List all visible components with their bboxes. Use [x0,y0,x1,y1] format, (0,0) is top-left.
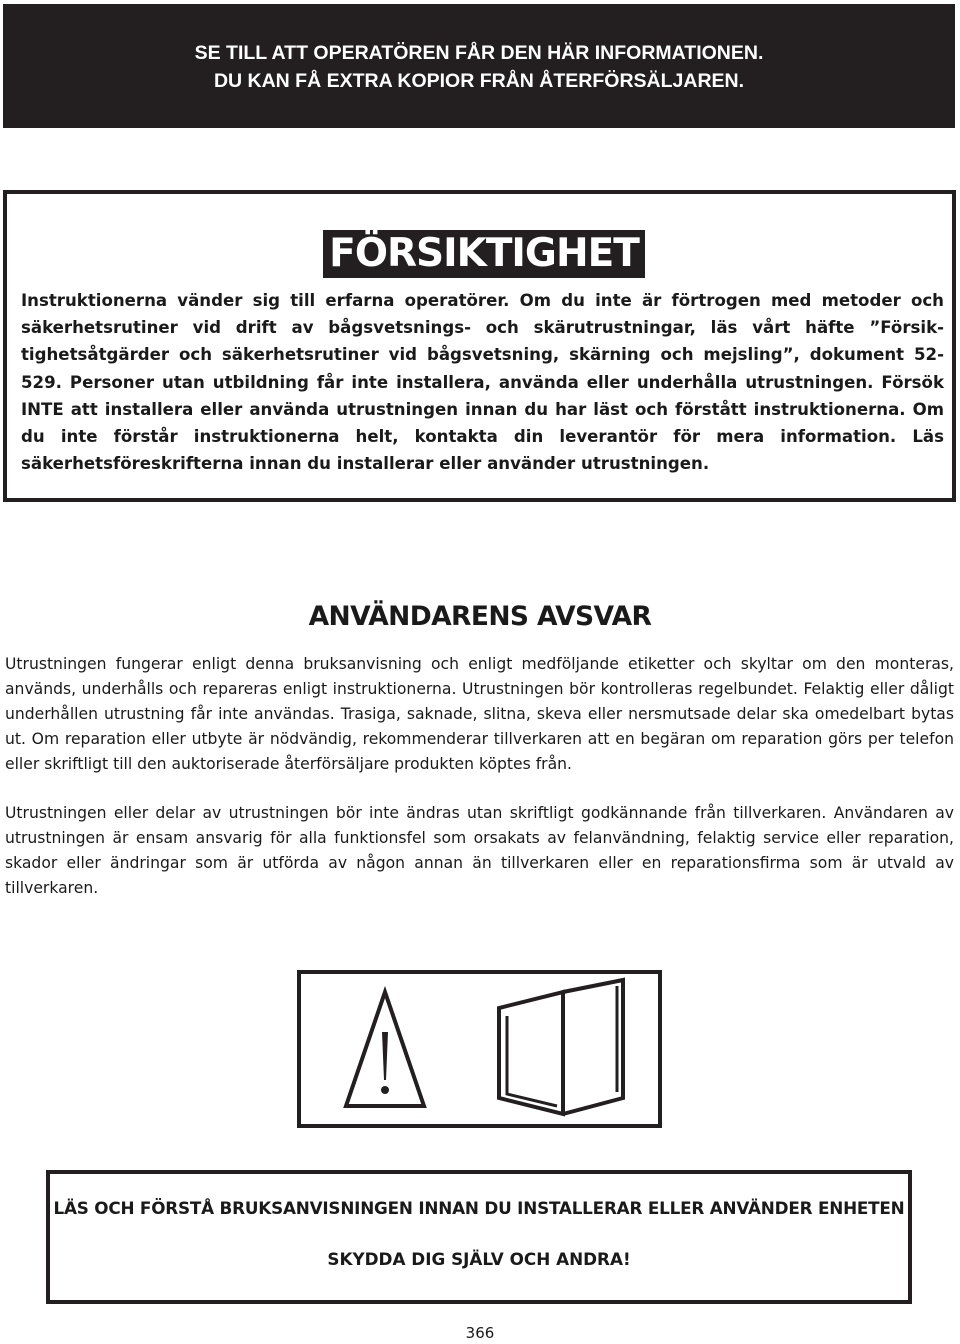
responsibility-paragraph-2: Utrustningen eller delar av utrustningen bör inte ändras utan skriftligt godkännande från tillverkaren. Användaren av utrustningen är ensam ansvarig för alla funktionsfel som orsakats av felanvändning, felaktig service eller reparation, skador eller ändringar som är utförda av någon annan än tillverkaren eller en reparationsfirma som är utvald av tillverkaren. [5,804,954,897]
responsibility-paragraph-1: Utrustningen fungerar enligt denna bruksanvisning och enligt medföljande etiketter och skyltar om den monteras, används, underhålls och repareras enligt instruktionerna. Utrustningen bör kontrolleras regelbundet. Felaktig eller dåligt underhållen utrustning får inte användas. Trasiga, saknade, slitna, skeva eller nersmutsade delar ska omedelbart bytas ut. Om reparation eller utbyte är nödvändig, rekommenderar tillverkaren att en begäran om reparation görs per telefon eller skriftligt till den auktoriserade återförsäljare produkten köptes från. [5,655,954,773]
notice-line-1: LÄS OCH FÖRSTÅ BRUKSANVISNINGEN INNAN DU INSTALLERAR ELLER ANVÄNDER ENHETEN [53,1198,905,1218]
caution-title: FÖRSIKTIGHET [323,230,645,278]
responsibility-title: ANVÄNDARENS AVSVAR [308,601,652,632]
symbol-box [297,970,662,1128]
banner-line-2: DU KAN FÅ EXTRA KOPIOR FRÅN ÅTERFÖRSÄLJAREN. [213,70,745,92]
read-manual-notice [46,1170,912,1304]
top-banner [3,4,955,128]
page-number: 366 [465,1324,495,1342]
warning-triangle-icon [346,992,424,1106]
caution-text: Instruktionerna vänder sig till erfarna operatörer. Om du inte är förtrogen med metoder och säkerhetsrutiner vid drift av bågsvetsnings- och skärutrustningar, läs vårt häfte ”Försiktighetsåtgärder och säkerhetsrutiner vid bågsvetsning, skärning och mejsling”, dokument 52-529. Personer utan utbildning får inte installera, använda eller underhålla utrustningen. Försök INTE att installera eller använda utrustningen innan du har läst och förstått instruktionerna. Om du inte förstår instruktionerna helt, kontakta din leverantör för mera information. Läs säkerhetsföreskrifterna innan du installerar eller använder utrustningen. [21,291,944,474]
caution-box [3,190,956,502]
open-manual-icon [499,980,623,1114]
notice-line-2: SKYDDA DIG SJÄLV OCH ANDRA! [327,1249,631,1269]
symbol-graphic [301,974,658,1124]
banner-line-1: SE TILL ATT OPERATÖREN FÅR DEN HÄR INFORMATIONEN. [194,42,764,64]
